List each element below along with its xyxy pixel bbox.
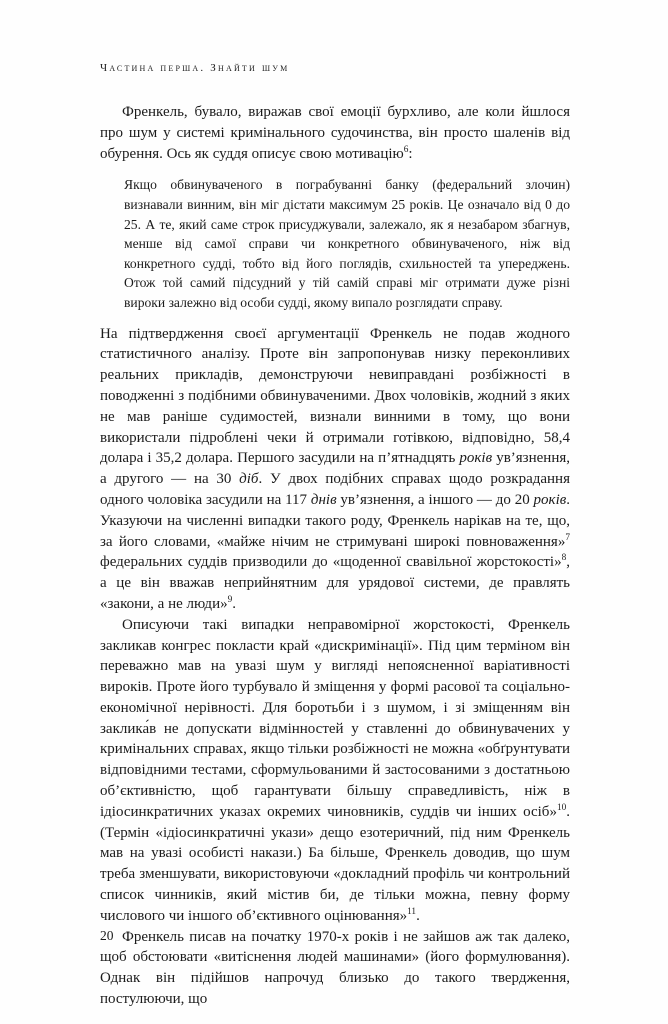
page-number: 20 [100,928,114,943]
running-header: Частина перша. Знайти шум [100,62,290,74]
paragraph-discrimination: Описуючи такі випадки неправомірної жорстокості, Френкель закликав конгрес покласти край «дискримінації». Під цим терміном він переважно мав на увазі шум у вигляді непоясненної варіативності вироків. Проте його турбувало й зміщення у формі расової та соціально-економічної нерівності. Для боротьби і з шумом, і зі зміщенням він заклика́в не допускати відмінностей у ставленні до обвинувачених у кримінальних справах, якщо тільки розбіжності не можна «обґрунтувати відповідними тестами, сформульованими й застосованими з достатньою об’єктивністю, щоб гарантувати більшу справедливість, ніж в ідіосинкратичних указах окремих чиновників, суддів чи інших осіб»$^{10}$. (Термін «ідіосинкратичні укази» дещо езотеричний, під ним Френкель мав на увазі особисті накази.) Ба більше, Френкель доводив, що шум треба зменшувати, використовуючи «докладний профіль чи контрольний список чинників, який містив би, де тільки можна, певну форму числового чи іншого об’єктивного оцінювання»$^{11}$. [100,616,570,924]
paragraph-closing: Френкель писав на початку 1970-х років і не зайшов аж так далеко, щоб обстоювати «витіснення людей машинами» (його формулювання). Однак він підійшов напрочуд близько до такого твердження, постулюючи, що [100,928,570,1008]
block-quote: Якщо обвинуваченого в пограбуванні банку (федеральний злочин) визнавали винним, він міг дістати максимум 25 років. Це означало від 0 до 25. А те, який саме строк присуджували, залежало, як я незабаром збагнув, менше від самої справи чи конкретного обвинуваченого, ніж від конкретного судді, тобто від його поглядів, схильностей та упереджень. Отож той самий підсудний у тій самій справі міг отримати дуже різні вироки залежно від особи судді, якому випало розглядати справу. [124,177,570,310]
paragraph-analysis: На підтвердження своєї аргументації Френкель не подав жодного статистичного аналізу. Проте він запропонував низку переконливих реальних прикладів, демонструючи невиправдані розбіжності в поводженні з подібними обвинуваченими. Двох чоловіків, жодний з яких не мав раніше судимостей, визнали винними в тому, що вони використали підроблені чеки й отримали готівкою, відповідно, 58,4 долара і 35,2 долара. Першого засудили на п’ятнадцять років ув’язнення, а другого — на 30 діб. У двох подібних справах щодо розкрадання одного чоловіка засудили на 117 днів ув’язнення, а іншого — до 20 років. Указуючи на численні випадки такого роду, Френкель нарікав на те, що, за його словами, «майже нічим не стримувані широкі повноваження»$^7$ федеральних суддів призводили до «щоденної свавільної жорстокості»$^8$, а це він вважав неприйнятним для урядової системи, де правлять «закони, а не люди»$^9$. [100,325,570,612]
paragraph-intro: Френкель, бувало, виражав свої емоції бурхливо, але коли йшлося про шум у системі кримінального судочинства, він просто шаленів від обурення. Ось як суддя описує свою мотивацію$^6$: [100,104,570,162]
